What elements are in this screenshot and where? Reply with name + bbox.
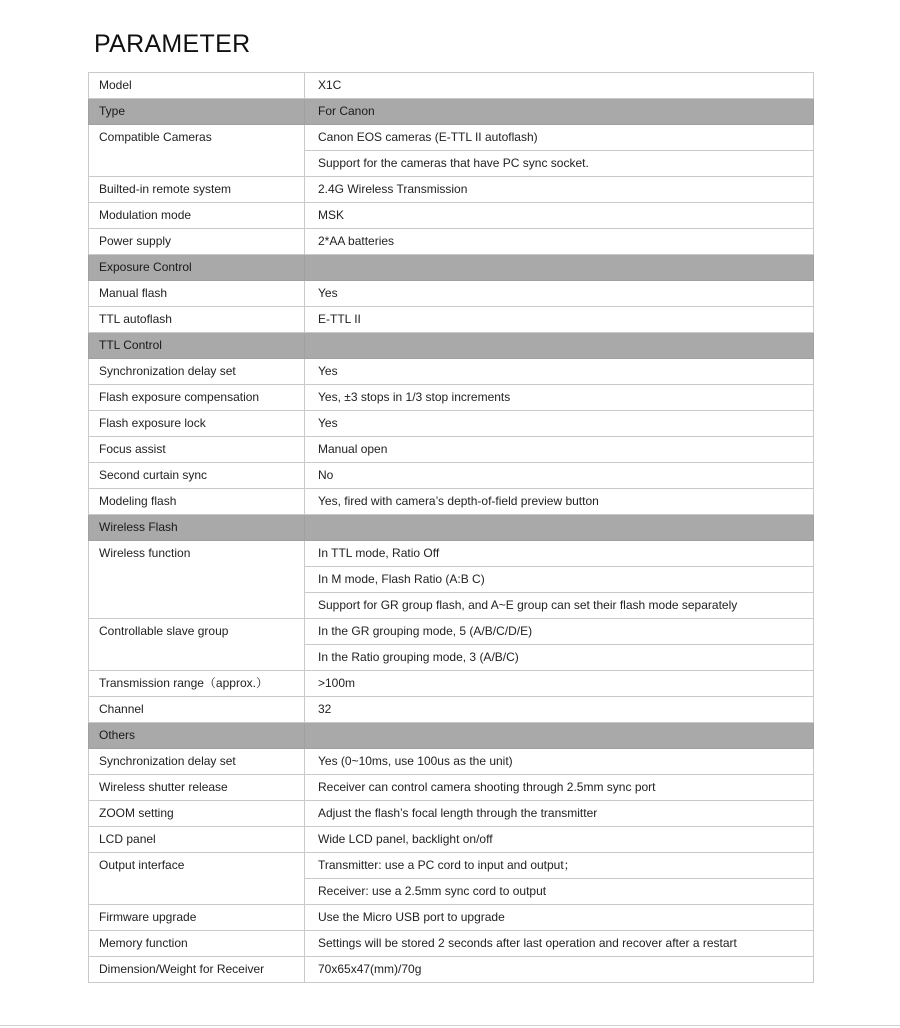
param-value: Receiver: use a 2.5mm sync cord to output	[305, 879, 814, 905]
table-row	[89, 73, 814, 99]
param-value: 70x65x47(mm)/70g	[305, 957, 814, 983]
param-label: Transmission range（approx.）	[89, 671, 305, 697]
table-row	[89, 307, 814, 333]
param-label: ZOOM setting	[89, 801, 305, 827]
section-header-row	[89, 255, 814, 281]
table-row	[89, 697, 814, 723]
param-label: Second curtain sync	[89, 463, 305, 489]
section-header-row	[89, 723, 814, 749]
table-row	[89, 359, 814, 385]
param-value: In the Ratio grouping mode, 3 (A/B/C)	[305, 645, 814, 671]
param-value: Yes (0~10ms, use 100us as the unit)	[305, 749, 814, 775]
table-row	[89, 437, 814, 463]
param-label: Controllable slave group	[89, 619, 305, 671]
param-value: MSK	[305, 203, 814, 229]
param-value: In M mode, Flash Ratio (A:B C)	[305, 567, 814, 593]
section-title: TTL Control	[89, 333, 305, 359]
param-label: Model	[89, 73, 305, 99]
table-row	[89, 281, 814, 307]
param-label: Wireless shutter release	[89, 775, 305, 801]
param-value: Yes, fired with camera’s depth-of-field preview button	[305, 489, 814, 515]
page-bottom-divider	[0, 1025, 900, 1026]
param-label: Memory function	[89, 931, 305, 957]
table-row	[89, 385, 814, 411]
param-value: Transmitter: use a PC cord to input and output；	[305, 853, 814, 879]
param-label: Flash exposure compensation	[89, 385, 305, 411]
table-row	[89, 177, 814, 203]
param-label: TTL autoflash	[89, 307, 305, 333]
param-label: Modeling flash	[89, 489, 305, 515]
section-title: Exposure Control	[89, 255, 305, 281]
param-value: In the GR grouping mode, 5 (A/B/C/D/E)	[305, 619, 814, 645]
table-row	[89, 853, 814, 879]
section-title: Others	[89, 723, 305, 749]
param-label: Channel	[89, 697, 305, 723]
section-empty-cell	[305, 515, 814, 541]
param-value: Support for GR group flash, and A~E group can set their flash mode separately	[305, 593, 814, 619]
param-label: Output interface	[89, 853, 305, 905]
table-row	[89, 775, 814, 801]
param-value: >100m	[305, 671, 814, 697]
section-empty-cell	[305, 333, 814, 359]
param-value: Canon EOS cameras (E-TTL II autoflash)	[305, 125, 814, 151]
table-row	[89, 229, 814, 255]
param-value: E-TTL II	[305, 307, 814, 333]
param-label: Manual flash	[89, 281, 305, 307]
param-value: In TTL mode, Ratio Off	[305, 541, 814, 567]
table-row	[89, 619, 814, 645]
param-value: Adjust the flash’s focal length through the transmitter	[305, 801, 814, 827]
param-label: Modulation mode	[89, 203, 305, 229]
param-value: Yes	[305, 359, 814, 385]
table-row	[89, 671, 814, 697]
param-label: LCD panel	[89, 827, 305, 853]
table-row	[89, 931, 814, 957]
param-value: Yes, ±3 stops in 1/3 stop increments	[305, 385, 814, 411]
param-value: Support for the cameras that have PC sync socket.	[305, 151, 814, 177]
param-label: Synchronization delay set	[89, 359, 305, 385]
section-empty-cell	[305, 723, 814, 749]
param-value: 2*AA batteries	[305, 229, 814, 255]
section-title: Wireless Flash	[89, 515, 305, 541]
table-row	[89, 411, 814, 437]
table-row	[89, 463, 814, 489]
param-value: No	[305, 463, 814, 489]
parameter-table	[88, 72, 814, 983]
param-label: Builted-in remote system	[89, 177, 305, 203]
table-row	[89, 801, 814, 827]
table-row	[89, 125, 814, 151]
table-row	[89, 905, 814, 931]
param-value: Manual open	[305, 437, 814, 463]
param-label: Synchronization delay set	[89, 749, 305, 775]
table-row	[89, 541, 814, 567]
table-row	[89, 203, 814, 229]
param-value: X1C	[305, 73, 814, 99]
table-row	[89, 489, 814, 515]
param-value: 32	[305, 697, 814, 723]
section-header-row	[89, 515, 814, 541]
page-title: PARAMETER	[94, 30, 251, 58]
param-label: Focus assist	[89, 437, 305, 463]
param-label: Type	[89, 99, 305, 125]
param-value: Settings will be stored 2 seconds after last operation and recover after a restart	[305, 931, 814, 957]
section-empty-cell	[305, 255, 814, 281]
param-value: Use the Micro USB port to upgrade	[305, 905, 814, 931]
param-value: For Canon	[305, 99, 814, 125]
param-value: Wide LCD panel, backlight on/off	[305, 827, 814, 853]
param-value: Yes	[305, 281, 814, 307]
param-value: Receiver can control camera shooting through 2.5mm sync port	[305, 775, 814, 801]
param-label: Wireless function	[89, 541, 305, 619]
table-row	[89, 957, 814, 983]
table-row	[89, 827, 814, 853]
param-label: Dimension/Weight for Receiver	[89, 957, 305, 983]
table-row-shaded	[89, 99, 814, 125]
table-row	[89, 749, 814, 775]
param-label: Flash exposure lock	[89, 411, 305, 437]
param-value: Yes	[305, 411, 814, 437]
param-label: Compatible Cameras	[89, 125, 305, 177]
param-label: Power supply	[89, 229, 305, 255]
param-label: Firmware upgrade	[89, 905, 305, 931]
param-value: 2.4G Wireless Transmission	[305, 177, 814, 203]
section-header-row	[89, 333, 814, 359]
